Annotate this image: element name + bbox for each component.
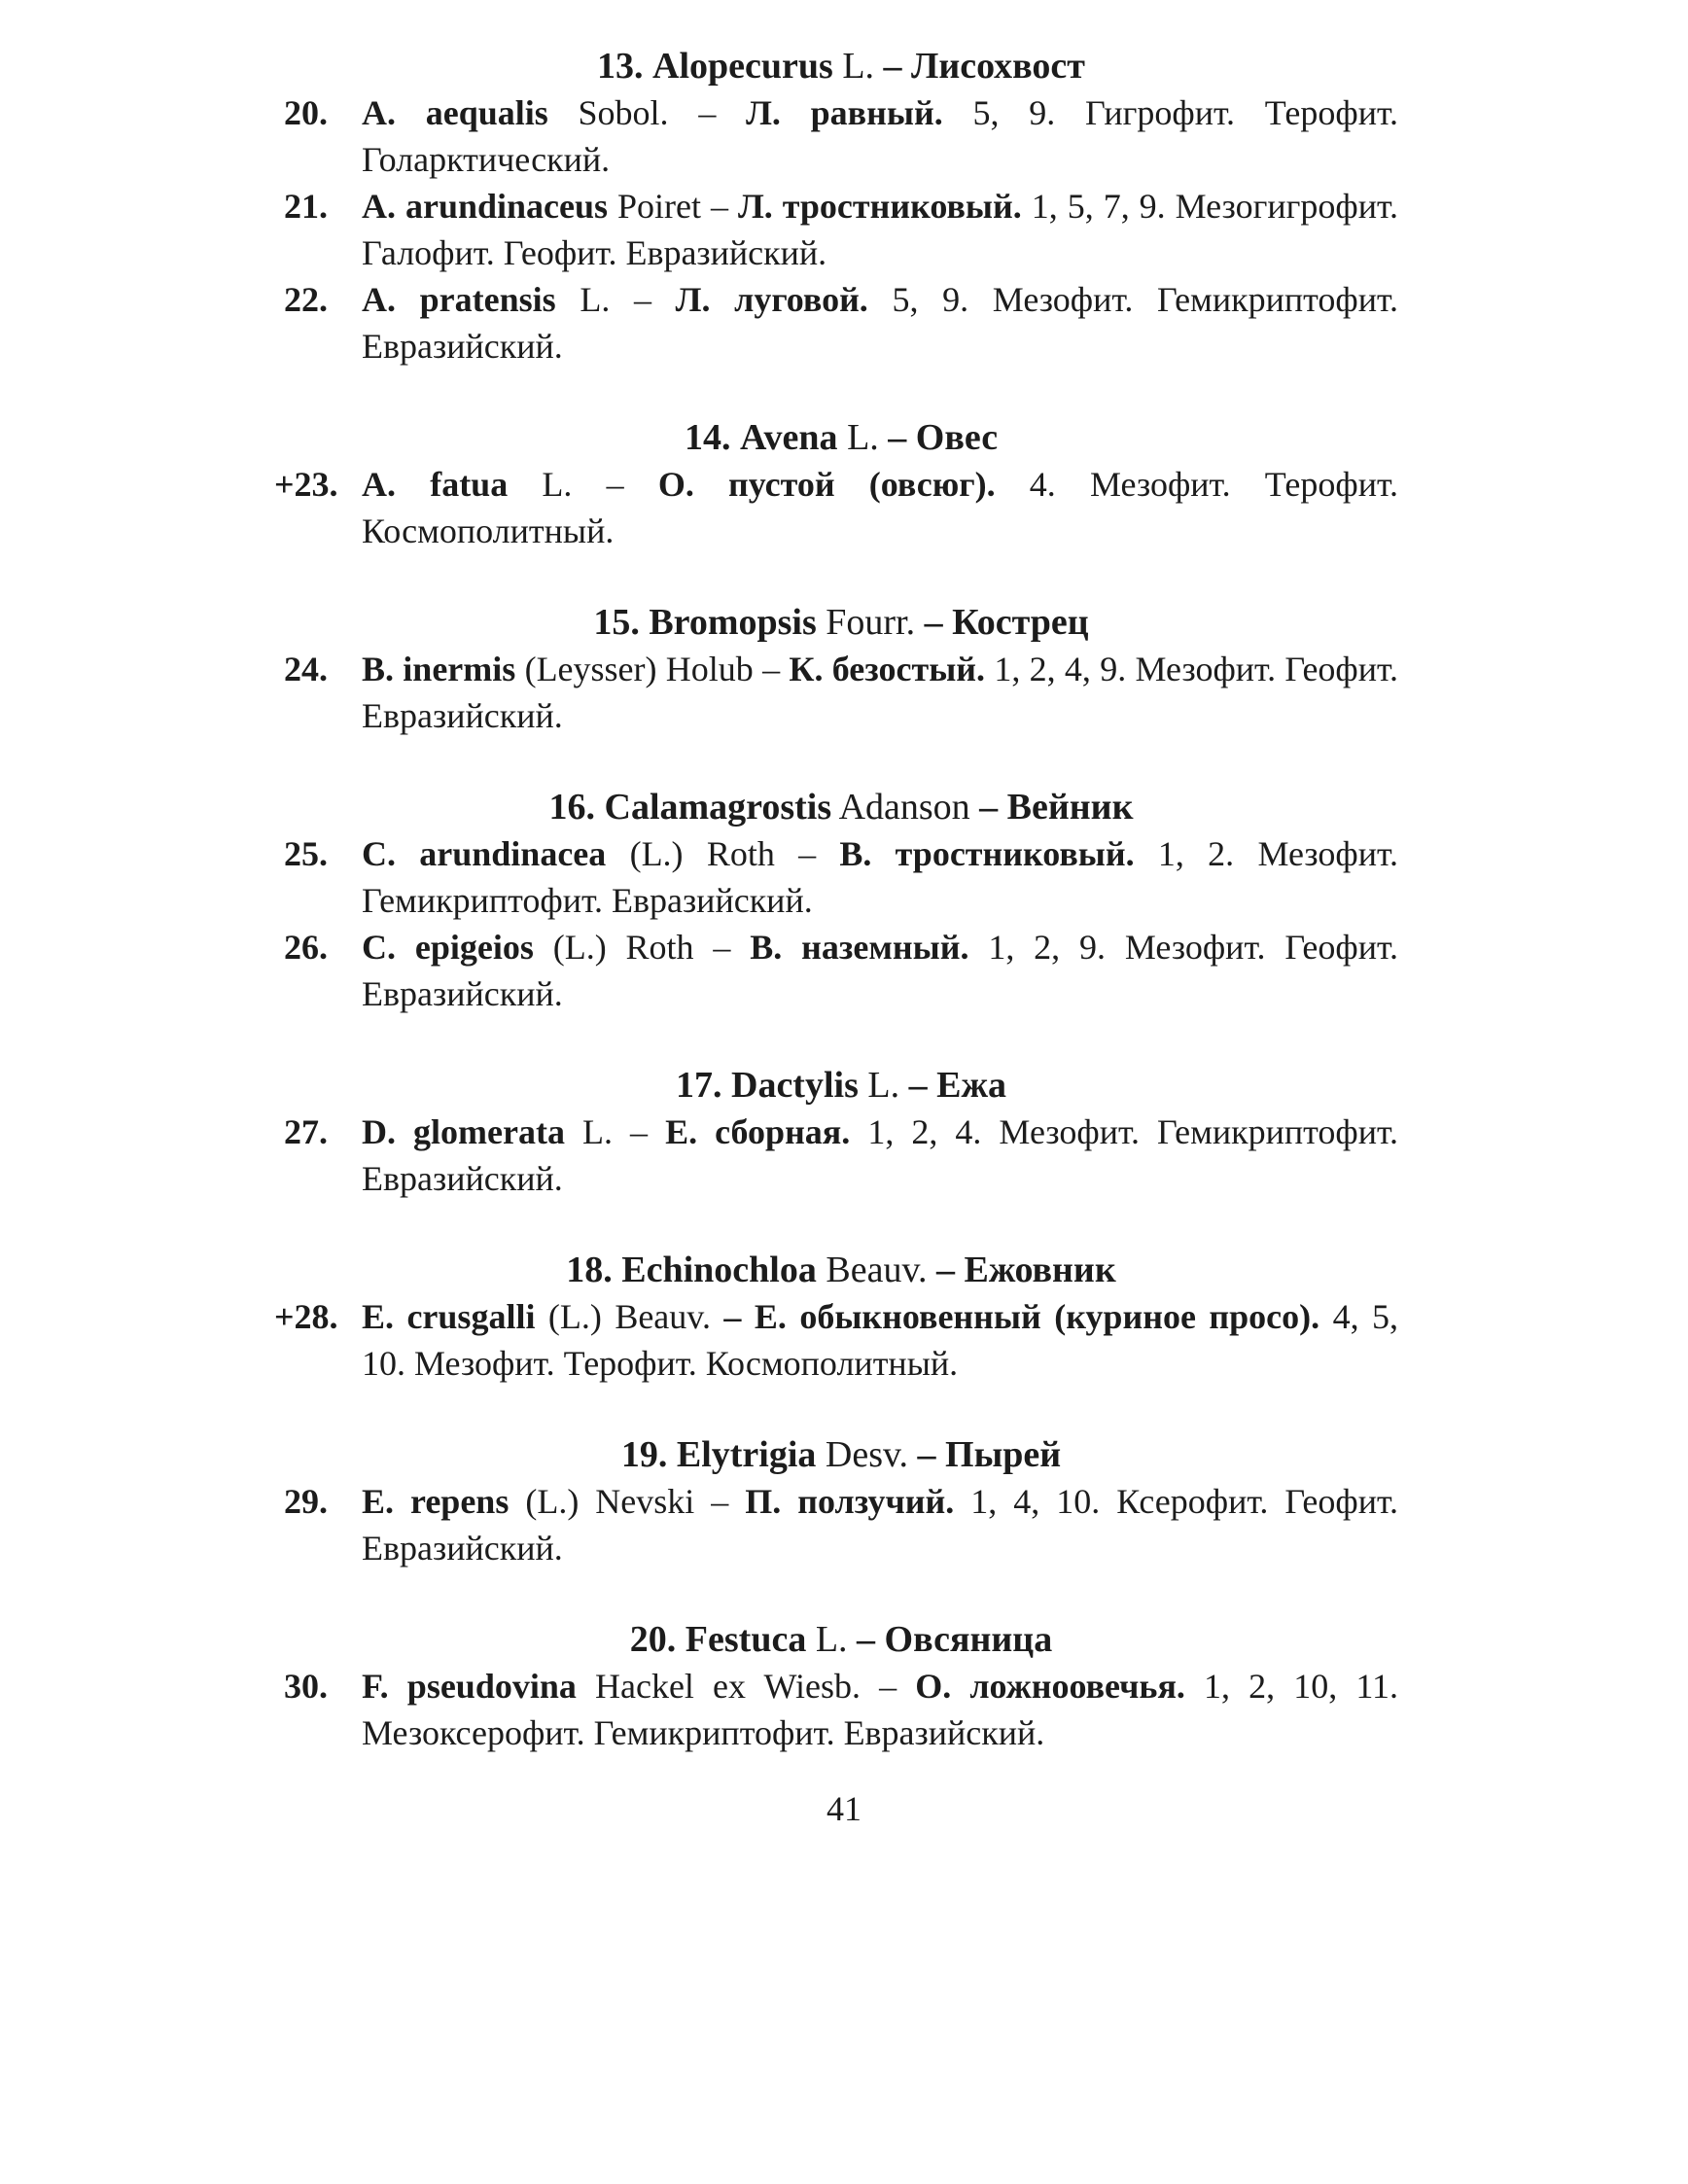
genus-latin-name: Alopecurus — [652, 46, 833, 87]
species-description: 4. Мезофит. Терофит. Космополитный. — [362, 465, 1398, 550]
species-description: 1, 2, 10, 11. Мезоксерофит. Гемикриптофит. Евразийский. — [362, 1667, 1399, 1752]
genus-latin-name: Bromopsis — [649, 602, 817, 643]
genus-separator: – — [917, 1434, 936, 1475]
species-entry — [274, 461, 1398, 554]
genus-number: 20. — [629, 1619, 677, 1660]
genus-separator: – — [936, 1250, 955, 1290]
genus-heading — [284, 599, 1398, 646]
genus-number: 15. — [593, 602, 640, 643]
species-latin-name: F. pseudovina — [362, 1667, 577, 1706]
genus-latin-name: Elytrigia — [676, 1434, 817, 1475]
species-russian-name: Л. луговой. — [675, 280, 868, 319]
species-separator: – — [711, 1482, 729, 1521]
genus-section-dactylis — [284, 1062, 1398, 1202]
genus-separator: – — [888, 417, 907, 458]
genus-section-calamagrostis — [284, 784, 1398, 1017]
genus-heading — [284, 1062, 1398, 1109]
genus-russian-name: Ежа — [936, 1065, 1006, 1106]
genus-section-echinochloa — [274, 1247, 1399, 1387]
genus-number: 16. — [548, 787, 596, 828]
species-latin-name: A. pratensis — [362, 280, 556, 319]
species-author: (L.) Nevski — [525, 1482, 695, 1521]
genus-section-elytrigia — [284, 1431, 1398, 1571]
species-russian-name: Л. тростниковый. — [737, 187, 1022, 226]
genus-latin-name: Echinochloa — [621, 1250, 817, 1290]
genus-author: L. — [867, 1065, 900, 1106]
species-number: 29. — [284, 1482, 328, 1521]
species-russian-name: П. ползучий. — [745, 1482, 955, 1521]
genus-russian-name: Лисохвост — [911, 46, 1085, 87]
species-russian-name: В. тростниковый. — [839, 834, 1135, 873]
genus-author: L. — [842, 46, 875, 87]
species-russian-name: О. пустой (овсюг). — [657, 465, 996, 504]
genus-author: Adanson — [838, 787, 970, 828]
species-author: (L.) Roth — [629, 834, 775, 873]
species-latin-name: A. fatua — [362, 465, 509, 504]
genus-number: 17. — [676, 1065, 722, 1106]
species-separator: – — [698, 93, 717, 132]
species-description: 1, 2. Мезофит. Гемикриптофит. Евразийский. — [362, 834, 1399, 920]
species-entry — [284, 924, 1398, 1017]
species-russian-name: Е. сборная. — [665, 1112, 851, 1151]
species-author: Sobol. — [578, 93, 669, 132]
genus-section-festuca — [284, 1616, 1398, 1756]
species-russian-name: О. ложноовечья. — [915, 1667, 1185, 1706]
genus-latin-name: Festuca — [685, 1619, 807, 1660]
species-latin-name: C. epigeios — [362, 928, 534, 967]
genus-separator: – — [908, 1065, 928, 1106]
species-description: 1, 2, 9. Мезофит. Геофит. Евразийский. — [362, 928, 1398, 1013]
species-entry — [284, 646, 1398, 739]
genus-latin-name: Avena — [739, 417, 838, 458]
species-number: 25. — [284, 834, 328, 873]
genus-number: 18. — [566, 1250, 613, 1290]
species-separator: – — [713, 928, 731, 967]
genus-russian-name: Кострец — [952, 602, 1089, 643]
species-entry — [274, 1293, 1399, 1387]
species-russian-name: К. безостый. — [789, 650, 986, 688]
species-russian-name: В. наземный. — [750, 928, 969, 967]
species-author: Poiret — [617, 187, 702, 226]
species-number: 22. — [284, 280, 328, 319]
species-separator: – — [879, 1667, 897, 1706]
species-latin-name: A. arundinaceus — [362, 187, 609, 226]
genus-number: 19. — [620, 1434, 668, 1475]
genus-section-alopecurus — [284, 43, 1398, 370]
species-latin-name: E. crusgalli — [362, 1297, 536, 1336]
species-description: 5, 9. Мезофит. Гемикриптофит. Евразийский. — [362, 280, 1399, 366]
genus-separator: – — [979, 787, 999, 828]
species-author: L. — [580, 280, 611, 319]
species-author: L. — [542, 465, 573, 504]
genus-number: 14. — [684, 417, 731, 458]
species-separator: – — [633, 280, 651, 319]
species-author: (L.) Beauv. — [547, 1297, 711, 1336]
genus-number: 13. — [597, 46, 644, 87]
species-number: 24. — [284, 650, 328, 688]
species-number: +28. — [274, 1297, 338, 1336]
genus-russian-name: Вейник — [1006, 787, 1134, 828]
genus-section-bromopsis — [284, 599, 1398, 739]
species-number: 21. — [284, 187, 328, 226]
species-description: 1, 5, 7, 9. Мезогигрофит. Галофит. Геофит. Евразийский. — [362, 187, 1399, 272]
genus-russian-name: Пырей — [945, 1434, 1062, 1475]
species-separator: – — [798, 834, 817, 873]
genus-heading — [284, 1431, 1398, 1478]
species-description: 5, 9. Гигрофит. Терофит. Голарктический. — [362, 93, 1398, 179]
species-author: L. — [582, 1112, 613, 1151]
species-entry — [284, 830, 1398, 924]
genus-russian-name: Ежовник — [964, 1250, 1116, 1290]
species-entry — [284, 1478, 1398, 1571]
species-russian-name: Л. равный. — [746, 93, 943, 132]
species-number: 26. — [284, 928, 328, 967]
species-description: 1, 2, 4, 9. Мезофит. Геофит. Евразийский. — [362, 650, 1399, 735]
species-number: 30. — [284, 1667, 328, 1706]
species-list — [274, 43, 1399, 1801]
species-latin-name: B. inermis — [362, 650, 516, 688]
species-russian-name: Е. обыкновенный (куриное просо). — [754, 1297, 1320, 1336]
genus-author: Fourr. — [826, 602, 916, 643]
genus-author: L. — [847, 417, 879, 458]
species-latin-name: C. arundinacea — [362, 834, 607, 873]
genus-heading — [284, 43, 1398, 89]
genus-heading — [284, 1616, 1398, 1663]
species-separator: – — [711, 187, 728, 226]
genus-separator: – — [924, 602, 943, 643]
genus-author: Beauv. — [826, 1250, 928, 1290]
genus-separator: – — [883, 46, 902, 87]
species-separator: – — [762, 650, 781, 688]
genus-section-avena — [274, 414, 1398, 554]
species-latin-name: E. repens — [362, 1482, 510, 1521]
genus-latin-name: Dactylis — [731, 1065, 859, 1106]
species-separator: – — [606, 465, 624, 504]
species-description: 1, 2, 4. Мезофит. Гемикриптофит. Евразийский. — [362, 1112, 1399, 1198]
species-entry — [284, 1109, 1398, 1202]
species-separator: – — [630, 1112, 649, 1151]
species-description: 4, 5, 10. Мезофит. Терофит. Космополитный. — [362, 1297, 1399, 1383]
species-number: +23. — [274, 465, 338, 504]
species-entry — [284, 89, 1398, 183]
species-latin-name: D. glomerata — [362, 1112, 565, 1151]
genus-heading — [284, 1247, 1398, 1293]
genus-russian-name: Овес — [915, 417, 999, 458]
genus-heading — [284, 414, 1398, 461]
species-separator: – — [723, 1297, 742, 1336]
species-entry — [284, 1663, 1398, 1756]
species-entry — [284, 183, 1398, 276]
species-author: (L.) Roth — [552, 928, 694, 967]
species-latin-name: A. aequalis — [362, 93, 548, 132]
species-author: (Leysser) Holub — [524, 650, 754, 688]
species-number: 20. — [284, 93, 328, 132]
genus-latin-name: Calamagrostis — [604, 787, 832, 828]
species-entry — [284, 276, 1398, 370]
genus-author: Desv. — [825, 1434, 909, 1475]
page-number: 41 — [826, 1789, 862, 1828]
genus-heading — [284, 784, 1398, 830]
genus-author: L. — [815, 1619, 848, 1660]
species-description: 1, 4, 10. Ксерофит. Геофит. Евразийский. — [362, 1482, 1399, 1568]
species-number: 27. — [284, 1112, 328, 1151]
genus-russian-name: Овсяница — [884, 1619, 1053, 1660]
species-author: Hackel ex Wiesb. — [594, 1667, 861, 1706]
genus-separator: – — [857, 1619, 876, 1660]
